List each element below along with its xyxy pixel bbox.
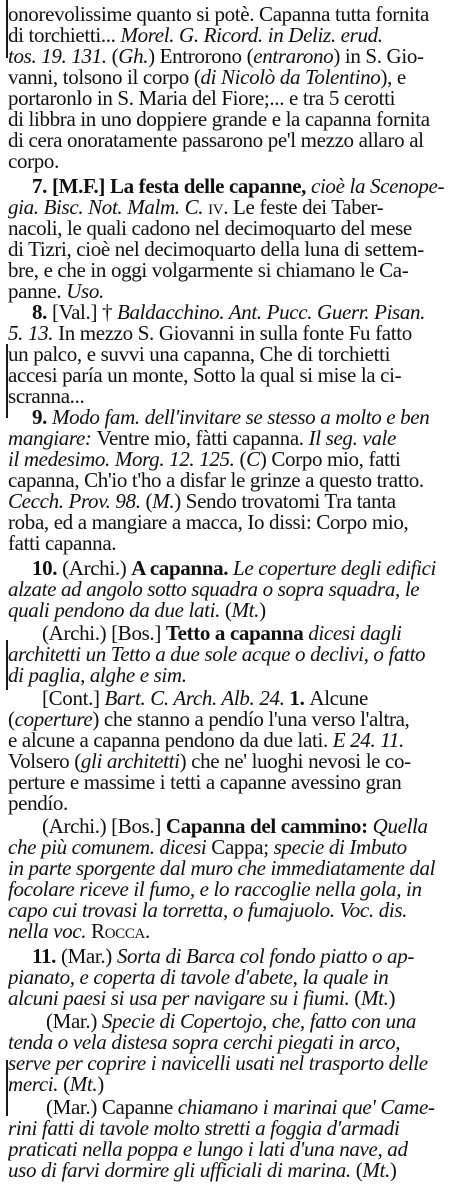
text-run: ), e	[380, 65, 406, 89]
text-run: Modo fam. dell'invitare se stesso a molto e ben	[51, 405, 430, 429]
text-run: Morel. G. Ricord. in Deliz. erud.	[120, 23, 383, 47]
text-run: nacoli, le quali cadono nel decimoquarto del mese	[8, 216, 412, 240]
text-run: Cappa;	[211, 835, 274, 859]
text-run: bre, e che in oggi volgarmente si chiamano le Ca-	[8, 258, 409, 282]
text-run: [Cont.]	[42, 686, 105, 710]
text-run: )	[388, 986, 396, 1010]
text-run: onorevolissime quanto si potè. Capanna tutta fornita	[8, 2, 429, 26]
text-run: merci.	[8, 1072, 64, 1096]
text-run: ) che stanno a pendío l'una verso l'altra,	[92, 707, 410, 731]
text-run: perture e massime i tetti a capanne avessino gran	[8, 770, 402, 794]
text-run: gli architetti	[80, 749, 180, 773]
text-run: corpo.	[8, 149, 59, 173]
text-run: C	[246, 447, 260, 471]
text-run: entrarono	[253, 44, 334, 68]
text-run: di Tizri, cioè nel decimoquarto della luna di settem-	[8, 237, 424, 261]
text-run: Sorta di Barca col fondo piatto o ap-	[116, 944, 414, 968]
text-run: A capanna.	[131, 556, 229, 580]
text-run: architetti un Tetto a due sole acque o declivi, o fatto	[8, 642, 426, 666]
text-run: (Archi.) [Bos.]	[42, 621, 166, 645]
text-run: di cera onoratamente passarono pe'l mezzo allaro al	[8, 128, 424, 152]
text-line	[8, 147, 468, 175]
text-run: 1.	[289, 686, 310, 710]
text-run: Tetto a capanna	[165, 621, 304, 645]
text-line	[8, 917, 468, 945]
text-run: accesi paría un monte, Sotto la qual si mise la ci-	[8, 363, 402, 387]
text-run: Mt.	[360, 986, 389, 1010]
text-run: (	[8, 707, 15, 731]
text-run: Mt.	[362, 1158, 390, 1182]
text-run: 5. 13.	[8, 321, 59, 345]
text-run: che più comunem. dicesi	[8, 835, 212, 859]
text-run: )	[389, 1158, 397, 1182]
text-run: uso di farvi dormire gli ufficiali di marina.	[8, 1158, 356, 1182]
text-run: nella voc.	[8, 919, 92, 943]
text-run: (	[355, 1158, 363, 1182]
text-run: rini fatti di tavole molto stretti a foggia d'armadi	[8, 1116, 400, 1140]
text-run: E 24. 11.	[332, 728, 404, 752]
text-run: panne.	[8, 279, 67, 303]
text-run: e alcune a capanna pendono da due lati.	[8, 728, 333, 752]
text-run: quali pendono da due lati.	[8, 598, 225, 622]
text-run: 9.	[32, 405, 52, 429]
text-run: Gh.	[118, 44, 149, 68]
text-run: di libbra in uno doppiere grande e la capanna fornita	[8, 107, 430, 131]
text-run: serve per coprire i navicelli usati nel trasporto delle	[8, 1051, 428, 1075]
text-run: capo cui trovasi la torretta, o fumajuolo. Voc. dis.	[8, 898, 408, 922]
text-run: Le coperture degli edifici	[228, 556, 437, 580]
text-run: 11.	[32, 944, 61, 968]
text-line	[8, 1156, 468, 1184]
text-run: Mt.	[231, 598, 260, 622]
text-run: (	[145, 489, 153, 513]
text-run: cioè la Scenope-	[306, 174, 445, 198]
text-run: dicesi dagli	[303, 621, 402, 645]
text-run: Baldacchino. Ant. Pucc. Guerr. Pisan.	[117, 300, 426, 324]
text-run: tos. 19. 131.	[8, 44, 112, 68]
text-run: (Mar.)	[60, 944, 117, 968]
text-run: Cecch. Prov. 98.	[8, 489, 146, 513]
text-run: ) che ne' luoghi nevosi le co-	[179, 749, 411, 773]
text-run: portaronlo in S. Maria del Fiore;... e tra 5 cerotti	[8, 86, 396, 110]
text-run: (Archi.) [Bos.]	[42, 814, 166, 838]
text-run: ) Corpo mio, fatti	[259, 447, 401, 471]
text-run: (Archi.)	[62, 556, 132, 580]
text-run: il medesimo. Morg. 12. 125.	[8, 447, 240, 471]
text-run: )	[259, 598, 266, 622]
text-run: (	[111, 44, 119, 68]
text-run: (	[224, 598, 232, 622]
text-run: di paglia, alghe e sim.	[8, 663, 187, 687]
text-run: 7. [M.F.]	[32, 174, 110, 198]
text-run: roba, ed a mangiare a macca, Io dissi: Corpo mio,	[8, 510, 409, 534]
text-run: focolare riceve il fumo, e lo raccoglie nella gola, in	[8, 877, 422, 901]
text-run: Quella	[367, 814, 428, 838]
text-run: (	[63, 1072, 70, 1096]
text-run: Rocca	[91, 919, 145, 943]
text-run: tenda o vela distesa sopra cerchi piegati in arco,	[8, 1030, 401, 1054]
text-run: Uso.	[66, 279, 104, 303]
text-run: ) Entrorono (	[148, 44, 254, 68]
text-run: .	[144, 919, 150, 943]
text-run: 8.	[32, 300, 52, 324]
text-run: vanni, tolsono il corpo (	[8, 65, 201, 89]
text-run: pianato, e coperta di tavole d'abete, la quale in	[8, 965, 389, 989]
text-run: M.	[152, 489, 175, 513]
text-run: chiamano i marinai que' Came-	[177, 1095, 435, 1119]
text-run: Mt.	[69, 1072, 98, 1096]
text-run: (Mar.) Capanne	[46, 1095, 178, 1119]
text-run: 10.	[32, 556, 63, 580]
text-run: fatti capanna.	[8, 531, 117, 555]
text-run: Volsero (	[8, 749, 81, 773]
text-run: di Nicolò da Tolentino	[200, 65, 381, 89]
text-run: Bart. C. Arch. Alb. 24.	[104, 686, 290, 710]
text-run: di torchietti...	[8, 23, 121, 47]
text-run: in parte sporgente dal muro che immediatamente dal	[8, 856, 436, 880]
text-run: Alcune	[309, 686, 368, 710]
text-run: )	[97, 1072, 104, 1096]
text-run: ) in S. Gio-	[333, 44, 424, 68]
text-run: (Mar.)	[46, 1009, 102, 1033]
text-run: alzate ad angolo sotto squadra o sopra squadra, le	[8, 577, 420, 601]
text-run: Capanna del cammino:	[165, 814, 368, 838]
text-run: un palco, e suvvi una capanna, Che di torchietti	[8, 342, 391, 366]
text-run: specie di Imbuto	[273, 835, 407, 859]
text-run: . Le feste dei Taber-	[223, 195, 384, 219]
text-run: scranna...	[8, 384, 85, 408]
text-run: (	[354, 986, 361, 1010]
text-run: coperture	[14, 707, 93, 731]
text-run: mangiare:	[8, 426, 97, 450]
text-run: praticati nella poppa e lungo i lati d'una nave, ad	[8, 1137, 408, 1161]
text-run: [Val.] †	[51, 300, 118, 324]
text-run: gia. Bisc. Not. Malm. C.	[8, 195, 209, 219]
text-run: Ventre mio, fàtti capanna.	[96, 426, 309, 450]
text-run: iv	[208, 195, 224, 219]
text-run: Il seg. vale	[308, 426, 396, 450]
text-run: La festa delle capanne,	[109, 174, 307, 198]
text-run: pendío.	[8, 791, 68, 815]
text-run: Specie di Copertojo, che, fatto con una	[101, 1009, 416, 1033]
text-run: In mezzo S. Giovanni in sulla fonte Fu fatto	[58, 321, 412, 345]
text-run: alcuni paesi si usa per navigare su i fiumi.	[8, 986, 355, 1010]
text-run: capanna, Ch'io t'ho a disfar le grinze a questo tratto.	[8, 468, 424, 492]
text-run: (	[239, 447, 247, 471]
text-line	[8, 529, 468, 557]
text-run: ) Sendo trovatomi Tra tanta	[174, 489, 396, 513]
